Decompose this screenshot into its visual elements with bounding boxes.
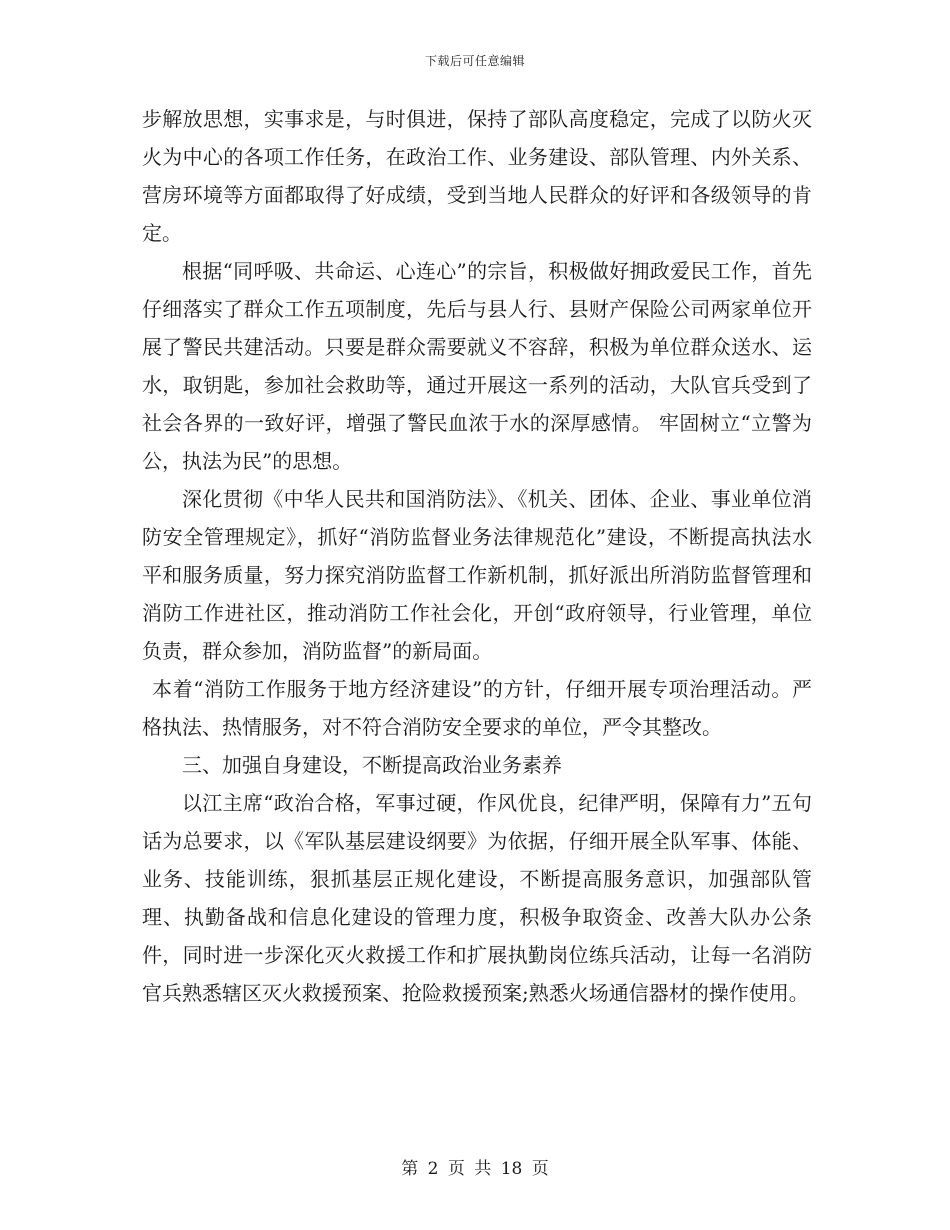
paragraph-self-construction: 以江主席“政治合格，军事过硬，作风优良，纪律严明，保障有力”五句话为总要求，以《军队基层建设纲要》为依据，仔细开展全队军事、体能、业务、技能训练，狠抓基层正规化建设，不断提高服务意识，加强部队管理、执勤备战和信息化建设的管理力度，积极争取资金、改善大队办公条件，同时进一步深化灭火救援工作和扩展执勤岗位练兵活动，让每一名消防官兵熟悉辖区灭火救援预案、抢险救援预案;熟悉火场通信器材的操作使用。: [142, 791, 812, 1005]
section-heading: 三、加强自身建设，不断提高政治业务素养: [182, 753, 562, 777]
paragraph-civil-relations: 根据“同呼吸、共命运、心连心”的宗旨，积极做好拥政爱民工作，首先仔细落实了群众工作五项制度，先后与县人行、县财产保险公司两家单位开展了警民共建活动。只要是群众需要就义不容辞，积极为单位群众送水、运水，取钥匙，参加社会救助等，通过开展这一系列的活动，大队官兵受到了社会各界的一致好评，增强了警民血浓于水的深厚感情。 牢固树立“立警为公，执法为民”的思想。: [142, 259, 812, 473]
paragraph-continuation: 步解放思想，实事求是，与时俱进，保持了部队高度稳定，完成了以防火灭火为中心的各项工作任务，在政治工作、业务建设、部队管理、内外关系、营房环境等方面都取得了好成绩，受到当地人民群众的好评和各级领导的肯定。: [142, 107, 812, 245]
document-body: [142, 100, 812, 1012]
paragraph-fire-law: 深化贯彻《中华人民共和国消防法》、《机关、团体、企业、事业单位消防安全管理规定》，抓好“消防监督业务法律规范化”建设，不断提高执法水平和服务质量，努力探究消防监督工作新机制，抓好派出所消防监督管理和消防工作进社区，推动消防工作社会化，开创“政府领导，行业管理，单位负责，群众参加，消防监督”的新局面。: [142, 487, 812, 663]
page-header: 下载后可任意编辑: [424, 54, 525, 68]
page-number: 第 2 页 共 18 页: [401, 1159, 549, 1179]
paragraph-special-governance: 本着“消防工作服务于地方经济建设”的方针，仔细开展专项治理活动。严格执法、热情服务，对不符合消防安全要求的单位，严令其整改。: [142, 677, 812, 739]
